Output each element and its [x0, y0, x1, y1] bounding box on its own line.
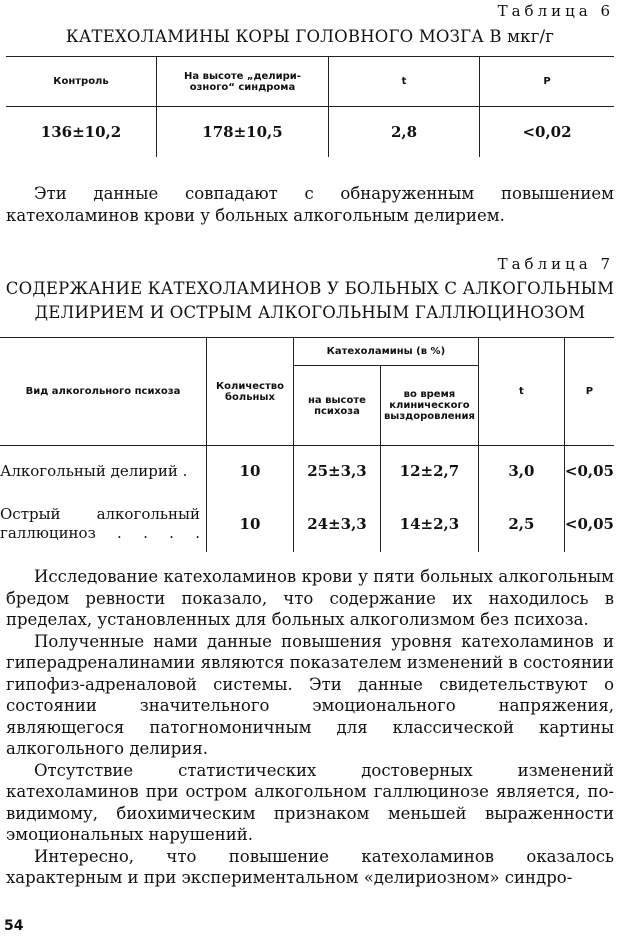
table7-row2-p: <0,05 [564, 514, 614, 533]
table6-cell-peak: 178±10,5 [157, 107, 329, 157]
table7-title-line2: ДЕЛИРИЕМ И ОСТРЫМ АЛКОГОЛЬНЫМ ГАЛЛЮЦИНОЗОМ [34, 303, 586, 322]
table6-cell-control: 136±10,2 [6, 107, 157, 157]
table7-row2-count: 10 [206, 496, 293, 552]
table6-cell-p: <0,02 [522, 122, 572, 141]
table7-header-recovery: во время клинического выздоровления [380, 366, 478, 446]
table7-header-t: t [478, 338, 564, 446]
table-row [0, 496, 614, 552]
table7-row2-peak: 24±3,3 [293, 496, 380, 552]
table7-row1-peak: 25±3,3 [293, 446, 380, 496]
table6 [6, 56, 614, 157]
table6-title: КАТЕХОЛАМИНЫ КОРЫ ГОЛОВНОГО МОЗГА В мкг/г [65, 27, 555, 46]
table6-header-t: t [329, 57, 480, 107]
table7-row1-count: 10 [206, 446, 293, 496]
table7-header-kind: Вид алкогольного психоза [0, 338, 206, 446]
table7-header-count: Количество больных [206, 338, 293, 446]
paragraph-intro: Эти данные совпадают с обнаруженным повышением катехоламинов крови у больных алкогольным делирием. [6, 184, 614, 225]
table7-row2-kind: Острый алкогольный галлюциноз . . . . [0, 496, 206, 552]
table6-header-control: Контроль [6, 57, 157, 107]
table6-cell-t: 2,8 [329, 107, 480, 157]
paragraph-4: Интересно, что повышение катехоламинов оказалось характерным и при экспериментальном «делириозном» синдро- [6, 846, 614, 887]
table7-row1-t: 3,0 [478, 446, 564, 496]
table7-header-peak: на высоте психоза [293, 366, 380, 446]
table6-header-peak: На высоте „делири-озного“ синдрома [157, 57, 329, 107]
table-row [0, 446, 614, 496]
paragraph-2: Полученные нами данные повышения уровня катехоламинов и гиперадреналинамии являются показателем изменений в состоянии гипофиз-адреналовой системы. Эти данные свидетельствуют о состоянии значительного эмоционального напряжения, являющегося патогномоничным для классической картины алкогольного делирия. [6, 631, 614, 758]
table7-row2-recovery: 14±2,3 [380, 496, 478, 552]
table6-header-p: P [543, 76, 551, 87]
table7 [0, 337, 614, 552]
table7-row1-recovery: 12±2,7 [380, 446, 478, 496]
table7-row1-kind: Алкогольный делирий . [0, 446, 206, 496]
table7-row2-t: 2,5 [478, 496, 564, 552]
body-text [6, 566, 614, 889]
page-number: 54 [4, 918, 24, 934]
table7-header-p: P [564, 338, 614, 446]
paragraph-1: Исследование катехоламинов крови у пяти больных алкогольным бредом ревности показало, что содержание их находилось в пределах, установленных для больных алкоголизмом без психоза. [6, 567, 614, 629]
table7-row1-p: <0,05 [564, 461, 614, 480]
table7-title-line1: СОДЕРЖАНИЕ КАТЕХОЛАМИНОВ У БОЛЬНЫХ С АЛКОГОЛЬНЫМ [5, 279, 615, 298]
table7-label: Таблица 7 [497, 255, 614, 273]
table7-header-group: Катехоламины (в %) [293, 338, 478, 366]
paragraph-3: Отсутствие статистических достоверных изменений катехоламинов при остром алкогольном галлюцинозе является, по-видимому, биохимическим признаком меньшей выраженности эмоциональных нарушений. [6, 760, 614, 844]
table6-label: Таблица 6 [497, 2, 614, 20]
